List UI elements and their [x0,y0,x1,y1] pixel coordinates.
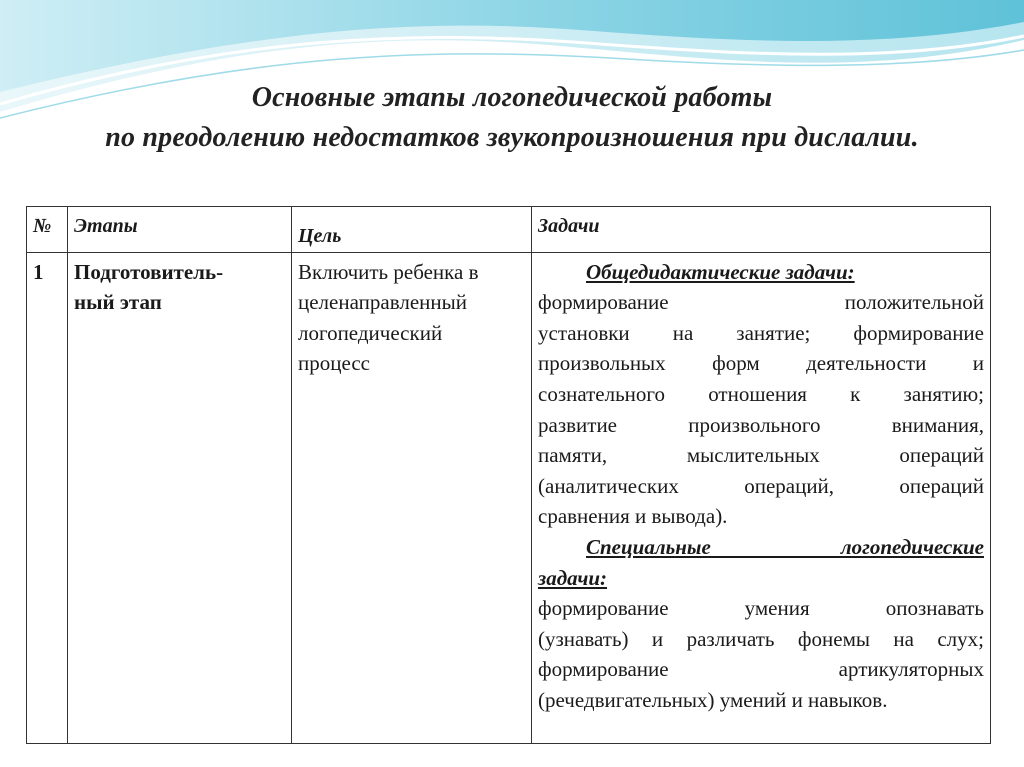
table-row [27,252,991,743]
special-task-line: (речедвигательных) умений и навыков. [538,687,888,712]
row-num: 1 [33,259,44,284]
stage-line-2: ный этап [74,290,162,315]
title-line-1: Основные этапы логопедической работы [251,82,773,113]
general-task-line: сознательного отношения к занятию; [538,381,984,406]
special-task-line: формирование артикуляторных [538,657,984,682]
header-goal-cell [292,207,532,253]
header-tasks: Задачи [538,215,600,237]
title-line-2: по преодолению недостатков звукопроизношения при дислалии. [105,122,919,153]
general-task-line: установки на занятие; формирование [538,320,984,345]
general-task-line: сравнения и вывода). [538,504,728,529]
general-task-line: произвольных форм деятельности и [538,351,984,376]
general-task-line: формирование положительной [538,290,984,315]
header-num-cell [27,207,68,253]
row-tasks-cell [532,252,991,743]
special-tasks-heading-2: задачи: [538,565,608,590]
table-header-row [27,207,991,253]
goal-line: целенаправленный [298,290,467,315]
goal-line: процесс [298,351,370,376]
row-num-cell [27,252,68,743]
header-num: № [33,215,52,237]
header-stages-cell [68,207,292,253]
stages-table [26,206,991,744]
header-stages: Этапы [74,215,138,237]
special-tasks-heading: Специальные логопедические [586,534,984,559]
header-tasks-cell [532,207,991,253]
goal-line: Включить ребенка в [298,259,479,284]
general-task-line: (аналитических операций, операций [538,473,984,498]
general-task-line: развитие произвольного внимания, [538,412,984,437]
special-task-line: формирование умения опознавать [538,596,984,621]
row-goal-cell [292,252,532,743]
stage-line-1: Подготовитель- [74,259,224,284]
special-task-line: (узнавать) и различать фонемы на слух; [538,626,984,651]
general-task-line: памяти, мыслительных операций [538,443,984,468]
goal-line: логопедический [298,320,443,345]
header-goal: Цель [298,225,342,247]
row-stage-cell [68,252,292,743]
general-tasks-heading: Общедидактические задачи: [586,259,855,284]
